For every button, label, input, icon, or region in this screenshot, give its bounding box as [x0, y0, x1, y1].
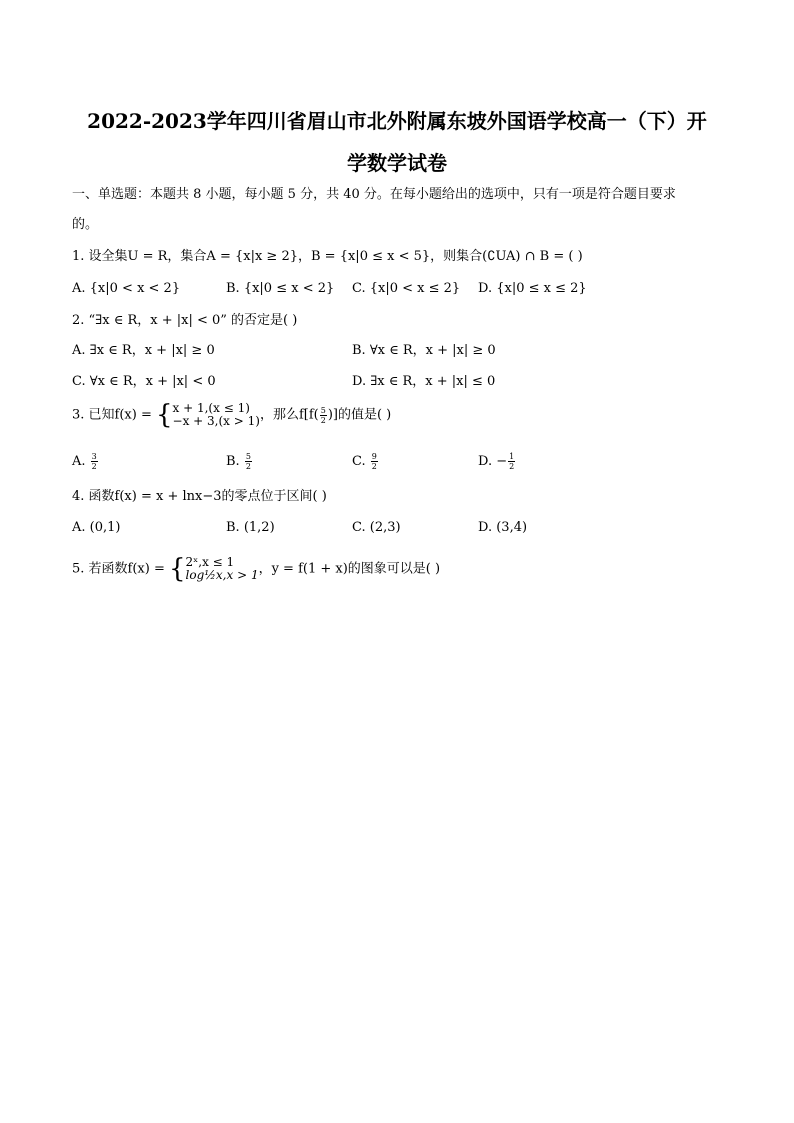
q3-suffix: )]的值是( ): [327, 407, 392, 423]
q4-option-a: A. (0,1): [72, 520, 121, 535]
q3-piece-2: −x + 3,(x > 1): [172, 414, 260, 428]
question-5-stem: [72, 556, 440, 582]
q4-option-d: D. (3,4): [478, 520, 528, 535]
question-1-stem: 1. 设全集U = R，集合A = {x|x ≥ 2}，B = {x|0 ≤ x < 5}，则集合(∁UA) ∩ B = ( ): [72, 249, 583, 264]
title-line-2: 学数学试卷: [347, 151, 447, 175]
left-brace: {: [168, 554, 186, 584]
q2-option-c: C. ∀x ∈ R，x + |x| < 0: [72, 374, 216, 389]
section-instruction-2: 的。: [72, 217, 99, 232]
q5-piecewise: [186, 556, 259, 582]
q4-option-c: C. (2,3): [352, 520, 401, 535]
question-2-stem: 2. “∃x ∈ R，x + |x| < 0” 的否定是( ): [72, 313, 298, 328]
q3-option-d-fraction: $\frac{1}{2}$: [509, 452, 515, 471]
q4-option-b: B. (1,2): [226, 520, 275, 535]
page-title: [60, 100, 734, 184]
q5-prefix: 5. 若函数f(x) =: [72, 561, 169, 577]
q3-piecewise: [173, 402, 260, 428]
q2-option-b: B. ∀x ∈ R，x + |x| ≥ 0: [352, 343, 496, 358]
q3-option-c: C. $\frac{9}{2}$: [352, 452, 377, 471]
q3-option-c-fraction: $\frac{9}{2}$: [371, 452, 377, 471]
q1-option-c: C. {x|0 < x ≤ 2}: [352, 281, 461, 296]
q3-option-a: A. $\frac{3}{2}$: [72, 452, 97, 471]
q1-option-b: B. {x|0 ≤ x < 2}: [226, 281, 335, 296]
question-3-stem: [72, 402, 391, 428]
q1-option-a: A. {x|0 < x < 2}: [72, 281, 181, 296]
q2-option-a: A. ∃x ∈ R，x + |x| ≥ 0: [72, 343, 215, 358]
q3-piece-1: x + 1,(x ≤ 1): [172, 401, 250, 415]
q3-mid: ，那么f[f(: [259, 407, 319, 423]
section-instruction-1: 一、单选题：本题共 8 小题，每小题 5 分，共 40 分。在每小题给出的选项中，只有一项是符合题目要求: [72, 187, 676, 202]
title-line-1: 2022-2023学年四川省眉山市北外附属东坡外国语学校高一（下）开: [87, 109, 707, 133]
q3-option-b: B. $\frac{5}{2}$: [226, 452, 251, 471]
q3-option-d: D. − $\frac{1}{2}$: [478, 452, 515, 471]
q3-prefix: 3. 已知f(x) =: [72, 407, 156, 423]
q3-option-b-fraction: $\frac{5}{2}$: [245, 452, 251, 471]
q5-piece-1: 2ˣ,x ≤ 1: [185, 555, 235, 569]
question-4-stem: 4. 函数f(x) = x + lnx−3的零点位于区间( ): [72, 489, 327, 504]
q5-suffix: ，y = f(1 + x)的图象可以是( ): [258, 561, 441, 577]
q1-option-d: D. {x|0 ≤ x ≤ 2}: [478, 281, 587, 296]
q5-piece-2: log½x,x > 1: [185, 568, 259, 582]
q3-option-a-fraction: $\frac{3}{2}$: [91, 452, 97, 471]
q3-fraction: $\frac{5}{2}$: [320, 405, 326, 425]
q2-option-d: D. ∃x ∈ R，x + |x| ≤ 0: [352, 374, 496, 389]
left-brace: {: [155, 400, 173, 430]
